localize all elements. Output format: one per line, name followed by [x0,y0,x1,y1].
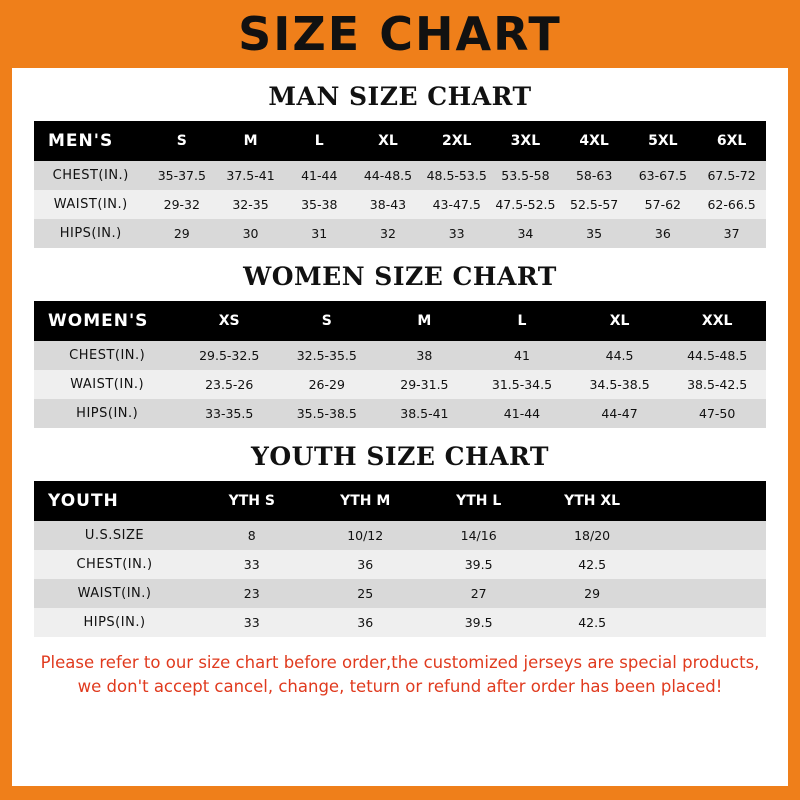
table-cell: 47.5-52.5 [491,190,560,219]
women-table-head [34,301,766,341]
bottom-band [0,786,800,800]
men-col-6xl: 6XL [697,121,766,161]
table-cell: 25 [308,579,421,608]
table-cell: 29-31.5 [376,370,474,399]
men-row-label-hips: HIPS(IN.) [34,219,147,248]
women-col-xxl: XXL [668,301,766,341]
table-cell: 58-63 [560,161,629,190]
table-cell: 44.5 [571,341,669,370]
table-cell: 32 [354,219,423,248]
men-col-5xl: 5XL [628,121,697,161]
youth-section-title: YOUTH SIZE CHART [251,442,549,471]
table-cell: 38 [376,341,474,370]
women-row-label-waist: WAIST(IN.) [34,370,180,399]
table-row [34,190,766,219]
table-cell: 30 [216,219,285,248]
table-cell: 67.5-72 [697,161,766,190]
table-cell: 44-48.5 [354,161,423,190]
women-header-label: WOMEN'S [34,301,180,341]
table-cell: 42.5 [535,550,648,579]
table-cell: 41-44 [285,161,354,190]
youth-col-l: YTH L [422,481,535,521]
men-row-label-waist: WAIST(IN.) [34,190,147,219]
table-row [34,161,766,190]
table-row [34,370,766,399]
table-cell: 8 [195,521,308,550]
table-row [34,219,766,248]
page-title: SIZE CHART [238,7,562,61]
youth-row-label-ussize: U.S.SIZE [34,521,195,550]
men-table-head [34,121,766,161]
table-cell: 44-47 [571,399,669,428]
footer-note-line-2: we don't accept cancel, change, teturn or refund after order has been placed! [77,676,723,696]
table-cell: 29.5-32.5 [180,341,278,370]
youth-row-label-waist: WAIST(IN.) [34,579,195,608]
youth-size-table [34,481,766,637]
women-col-m: M [376,301,474,341]
table-cell [649,521,766,550]
table-header-row [34,301,766,341]
table-cell: 43-47.5 [422,190,491,219]
table-cell: 44.5-48.5 [668,341,766,370]
table-cell: 23.5-26 [180,370,278,399]
table-cell: 34.5-38.5 [571,370,669,399]
table-cell: 36 [628,219,697,248]
women-table-body [34,341,766,428]
table-cell: 38.5-42.5 [668,370,766,399]
table-cell: 35.5-38.5 [278,399,376,428]
table-cell: 23 [195,579,308,608]
table-cell: 42.5 [535,608,648,637]
table-cell: 62-66.5 [697,190,766,219]
table-cell: 33 [195,550,308,579]
table-row [34,341,766,370]
table-cell: 35 [560,219,629,248]
women-row-label-chest: CHEST(IN.) [34,341,180,370]
table-cell: 29-32 [147,190,216,219]
table-cell: 14/16 [422,521,535,550]
table-cell: 57-62 [628,190,697,219]
youth-header-label: YOUTH [34,481,195,521]
men-size-table [34,121,766,248]
women-section-title: WOMEN SIZE CHART [243,262,557,291]
table-cell: 36 [308,608,421,637]
men-col-m: M [216,121,285,161]
table-row [34,521,766,550]
table-cell: 29 [147,219,216,248]
table-cell: 32-35 [216,190,285,219]
table-cell [649,550,766,579]
youth-col-xl: YTH XL [535,481,648,521]
youth-col-empty [649,481,766,521]
youth-row-label-chest: CHEST(IN.) [34,550,195,579]
women-col-s: S [278,301,376,341]
table-cell: 39.5 [422,608,535,637]
table-cell: 37 [697,219,766,248]
women-size-table [34,301,766,428]
table-cell: 27 [422,579,535,608]
footer-note-line-1: Please refer to our size chart before order,the customized jerseys are special products, [40,653,760,672]
table-cell: 31 [285,219,354,248]
table-cell: 38-43 [354,190,423,219]
men-col-4xl: 4XL [560,121,629,161]
table-cell: 52.5-57 [560,190,629,219]
table-cell [649,579,766,608]
table-cell: 26-29 [278,370,376,399]
women-row-label-hips: HIPS(IN.) [34,399,180,428]
men-col-s: S [147,121,216,161]
table-cell: 63-67.5 [628,161,697,190]
table-cell: 32.5-35.5 [278,341,376,370]
women-col-xs: XS [180,301,278,341]
men-header-label: MEN'S [34,121,147,161]
youth-size-section [12,442,788,637]
table-cell: 33 [195,608,308,637]
table-row [34,579,766,608]
men-col-2xl: 2XL [422,121,491,161]
table-cell [649,608,766,637]
men-row-label-chest: CHEST(IN.) [34,161,147,190]
table-cell: 35-37.5 [147,161,216,190]
table-cell: 41-44 [473,399,571,428]
table-row [34,608,766,637]
table-cell: 33-35.5 [180,399,278,428]
women-size-section [12,262,788,428]
table-cell: 41 [473,341,571,370]
table-cell: 47-50 [668,399,766,428]
youth-col-m: YTH M [308,481,421,521]
table-cell: 35-38 [285,190,354,219]
table-row [34,550,766,579]
youth-col-s: YTH S [195,481,308,521]
youth-table-body [34,521,766,637]
youth-row-label-hips: HIPS(IN.) [34,608,195,637]
table-cell: 53.5-58 [491,161,560,190]
men-col-3xl: 3XL [491,121,560,161]
men-section-title: MAN SIZE CHART [268,82,532,111]
men-col-l: L [285,121,354,161]
table-cell: 34 [491,219,560,248]
table-cell: 10/12 [308,521,421,550]
header-band [0,0,800,68]
table-cell: 36 [308,550,421,579]
women-col-xl: XL [571,301,669,341]
women-col-l: L [473,301,571,341]
youth-table-head [34,481,766,521]
table-header-row [34,121,766,161]
table-header-row [34,481,766,521]
footer-note [12,637,788,709]
table-cell: 33 [422,219,491,248]
table-cell: 48.5-53.5 [422,161,491,190]
men-table-body [34,161,766,248]
table-cell: 18/20 [535,521,648,550]
table-cell: 38.5-41 [376,399,474,428]
table-cell: 39.5 [422,550,535,579]
table-row [34,399,766,428]
men-col-xl: XL [354,121,423,161]
table-cell: 37.5-41 [216,161,285,190]
men-size-section [12,82,788,248]
table-cell: 29 [535,579,648,608]
table-cell: 31.5-34.5 [473,370,571,399]
